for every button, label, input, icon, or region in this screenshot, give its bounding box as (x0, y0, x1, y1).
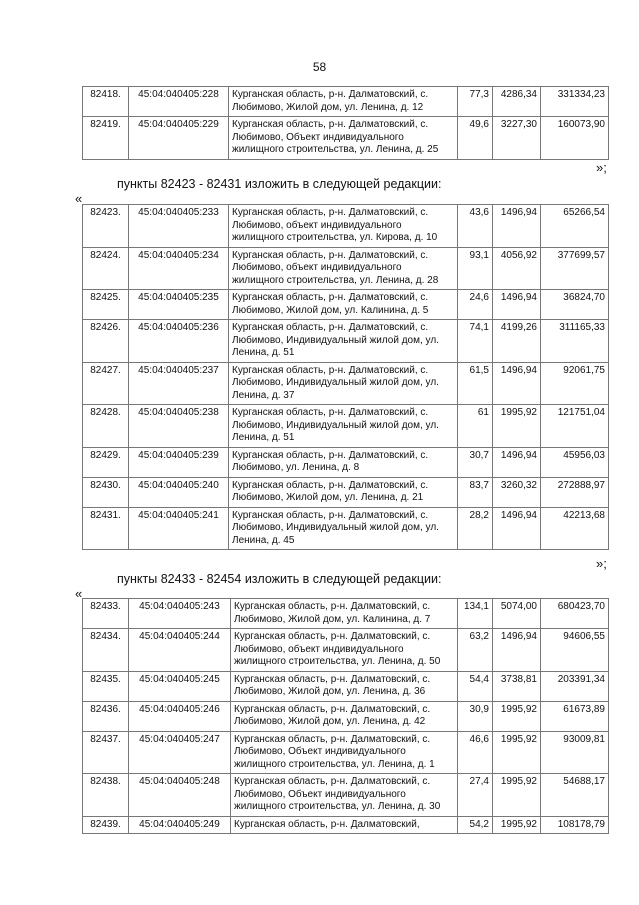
record-number-cell: 82425. (83, 290, 129, 320)
record-number-cell: 82437. (83, 731, 129, 774)
section-heading-82433-82454: пункты 82433 - 82454 изложить в следующей редакции: (117, 572, 442, 586)
cadastral-number-cell: 45:04:040405:241 (129, 507, 229, 550)
address-cell: Курганская область, р-н. Далматовский, с. Любимово, объект индивидуального жилищного строительства, ул. Ленина, д. 28 (229, 247, 458, 290)
address-cell: Курганская область, р-н. Далматовский, с. Любимово, Индивидуальный жилой дом, ул. Ленина, д. 37 (229, 362, 458, 405)
unit-value-cell: 3738,81 (493, 671, 541, 701)
cadastral-number-cell: 45:04:040405:228 (129, 87, 229, 117)
unit-value-cell: 1496,94 (493, 507, 541, 550)
cadastral-number-cell: 45:04:040405:248 (129, 774, 231, 817)
area-cell: 74,1 (458, 320, 493, 363)
unit-value-cell: 1496,94 (493, 447, 541, 477)
table-row (83, 405, 609, 448)
record-number-cell: 82428. (83, 405, 129, 448)
area-cell: 49,6 (458, 117, 493, 160)
table-row (83, 816, 609, 834)
address-cell: Курганская область, р-н. Далматовский, с. Любимово, Жилой дом, ул. Калинина, д. 7 (231, 599, 458, 629)
unit-value-cell: 1496,94 (493, 629, 541, 672)
record-number-cell: 82439. (83, 816, 129, 834)
address-cell: Курганская область, р-н. Далматовский, с. Любимово, Жилой дом, ул. Ленина, д. 36 (231, 671, 458, 701)
cadastral-number-cell: 45:04:040405:249 (129, 816, 231, 834)
area-cell: 43,6 (458, 205, 493, 248)
table-row (83, 507, 609, 550)
address-cell: Курганская область, р-н. Далматовский, с. Любимово, Жилой дом, ул. Ленина, д. 42 (231, 701, 458, 731)
cadastral-value-cell: 377699,57 (541, 247, 609, 290)
address-cell: Курганская область, р-н. Далматовский, с. Любимово, объект индивидуального жилищного строительства, ул. Кирова, д. 10 (229, 205, 458, 248)
record-number-cell: 82430. (83, 477, 129, 507)
table-row (83, 599, 609, 629)
cadastral-number-cell: 45:04:040405:238 (129, 405, 229, 448)
unit-value-cell: 1496,94 (493, 290, 541, 320)
cadastral-value-cell: 272888,97 (541, 477, 609, 507)
cadastral-value-cell: 108178,79 (541, 816, 609, 834)
cadastral-value-cell: 160073,90 (541, 117, 609, 160)
area-cell: 54,4 (458, 671, 493, 701)
address-cell: Курганская область, р-н. Далматовский, с. Любимово, Жилой дом, ул. Ленина, д. 21 (229, 477, 458, 507)
record-number-cell: 82418. (83, 87, 129, 117)
cadastral-value-cell: 42213,68 (541, 507, 609, 550)
unit-value-cell: 4056,92 (493, 247, 541, 290)
cadastral-value-cell: 92061,75 (541, 362, 609, 405)
area-cell: 27,4 (458, 774, 493, 817)
unit-value-cell: 4286,34 (493, 87, 541, 117)
cadastral-value-cell: 311165,33 (541, 320, 609, 363)
unit-value-cell: 4199,26 (493, 320, 541, 363)
table-row (83, 477, 609, 507)
cadastral-number-cell: 45:04:040405:237 (129, 362, 229, 405)
cadastral-value-cell: 54688,17 (541, 774, 609, 817)
table-row (83, 701, 609, 731)
record-number-cell: 82436. (83, 701, 129, 731)
cadastral-value-cell: 36824,70 (541, 290, 609, 320)
cadastral-value-cell: 203391,34 (541, 671, 609, 701)
table-row (83, 629, 609, 672)
cadastral-number-cell: 45:04:040405:239 (129, 447, 229, 477)
record-number-cell: 82419. (83, 117, 129, 160)
cadastral-value-cell: 93009,81 (541, 731, 609, 774)
opening-quote-2: « (75, 191, 83, 206)
cadastral-number-cell: 45:04:040405:245 (129, 671, 231, 701)
record-number-cell: 82434. (83, 629, 129, 672)
record-number-cell: 82424. (83, 247, 129, 290)
area-cell: 134,1 (458, 599, 493, 629)
unit-value-cell: 1995,92 (493, 731, 541, 774)
unit-value-cell: 1496,94 (493, 205, 541, 248)
address-cell: Курганская область, р-н. Далматовский, с. Любимово, Жилой дом, ул. Калинина, д. 5 (229, 290, 458, 320)
record-number-cell: 82427. (83, 362, 129, 405)
address-cell: Курганская область, р-н. Далматовский, с. Любимово, Объект индивидуального жилищного строительства, ул. Ленина, д. 1 (231, 731, 458, 774)
area-cell: 54,2 (458, 816, 493, 834)
cadastral-number-cell: 45:04:040405:247 (129, 731, 231, 774)
cadastral-number-cell: 45:04:040405:240 (129, 477, 229, 507)
area-cell: 46,6 (458, 731, 493, 774)
record-number-cell: 82429. (83, 447, 129, 477)
table-row (83, 447, 609, 477)
address-cell: Курганская область, р-н. Далматовский, (231, 816, 458, 834)
cadastral-number-cell: 45:04:040405:234 (129, 247, 229, 290)
address-cell: Курганская область, р-н. Далматовский, с. Любимово, объект индивидуального жилищного строительства, ул. Ленина, д. 50 (231, 629, 458, 672)
table-row (83, 671, 609, 701)
area-cell: 63,2 (458, 629, 493, 672)
page-number: 58 (312, 60, 327, 74)
area-cell: 61 (458, 405, 493, 448)
unit-value-cell: 3260,32 (493, 477, 541, 507)
unit-value-cell: 1995,92 (493, 774, 541, 817)
record-number-cell: 82438. (83, 774, 129, 817)
section-heading-82423-82431: пункты 82423 - 82431 изложить в следующей редакции: (117, 177, 442, 191)
area-cell: 30,7 (458, 447, 493, 477)
record-number-cell: 82435. (83, 671, 129, 701)
cadastral-value-cell: 65266,54 (541, 205, 609, 248)
table-row (83, 362, 609, 405)
cadastral-number-cell: 45:04:040405:244 (129, 629, 231, 672)
cadastral-number-cell: 45:04:040405:233 (129, 205, 229, 248)
area-cell: 30,9 (458, 701, 493, 731)
area-cell: 24,6 (458, 290, 493, 320)
cadastral-value-cell: 61673,89 (541, 701, 609, 731)
area-cell: 61,5 (458, 362, 493, 405)
cadastral-value-cell: 680423,70 (541, 599, 609, 629)
address-cell: Курганская область, р-н. Далматовский, с. Любимово, ул. Ленина, д. 8 (229, 447, 458, 477)
unit-value-cell: 5074,00 (493, 599, 541, 629)
address-cell: Курганская область, р-н. Далматовский, с. Любимово, Индивидуальный жилой дом, ул. Ленина, д. 51 (229, 405, 458, 448)
address-cell: Курганская область, р-н. Далматовский, с. Любимово, Жилой дом, ул. Ленина, д. 12 (229, 87, 458, 117)
address-cell: Курганская область, р-н. Далматовский, с. Любимово, Индивидуальный жилой дом, ул. Ленина, д. 45 (229, 507, 458, 550)
cadastral-number-cell: 45:04:040405:246 (129, 701, 231, 731)
cadastral-value-cell: 331334,23 (541, 87, 609, 117)
unit-value-cell: 1995,92 (493, 405, 541, 448)
cadastral-number-cell: 45:04:040405:243 (129, 599, 231, 629)
record-number-cell: 82433. (83, 599, 129, 629)
unit-value-cell: 1496,94 (493, 362, 541, 405)
table-row (83, 87, 609, 117)
record-number-cell: 82426. (83, 320, 129, 363)
records-table-3 (82, 598, 609, 834)
cadastral-value-cell: 94606,55 (541, 629, 609, 672)
record-number-cell: 82431. (83, 507, 129, 550)
cadastral-number-cell: 45:04:040405:229 (129, 117, 229, 160)
cadastral-number-cell: 45:04:040405:236 (129, 320, 229, 363)
address-cell: Курганская область, р-н. Далматовский, с. Любимово, Индивидуальный жилой дом, ул. Ленина, д. 51 (229, 320, 458, 363)
table-row (83, 290, 609, 320)
cadastral-value-cell: 121751,04 (541, 405, 609, 448)
area-cell: 93,1 (458, 247, 493, 290)
opening-quote-3: « (75, 586, 83, 601)
cadastral-value-cell: 45956,03 (541, 447, 609, 477)
table-row (83, 247, 609, 290)
unit-value-cell: 1995,92 (493, 701, 541, 731)
area-cell: 77,3 (458, 87, 493, 117)
records-table-1 (82, 86, 609, 160)
area-cell: 83,7 (458, 477, 493, 507)
address-cell: Курганская область, р-н. Далматовский, с. Любимово, Объект индивидуального жилищного строительства, ул. Ленина, д. 30 (231, 774, 458, 817)
closing-quote-2: »; (596, 556, 607, 571)
address-cell: Курганская область, р-н. Далматовский, с. Любимово, Объект индивидуального жилищного строительства, ул. Ленина, д. 25 (229, 117, 458, 160)
area-cell: 28,2 (458, 507, 493, 550)
records-table-2 (82, 204, 609, 550)
unit-value-cell: 1995,92 (493, 816, 541, 834)
cadastral-number-cell: 45:04:040405:235 (129, 290, 229, 320)
table-row (83, 731, 609, 774)
unit-value-cell: 3227,30 (493, 117, 541, 160)
table-row (83, 774, 609, 817)
table-row (83, 205, 609, 248)
closing-quote-1: »; (596, 160, 607, 175)
record-number-cell: 82423. (83, 205, 129, 248)
table-row (83, 117, 609, 160)
table-row (83, 320, 609, 363)
